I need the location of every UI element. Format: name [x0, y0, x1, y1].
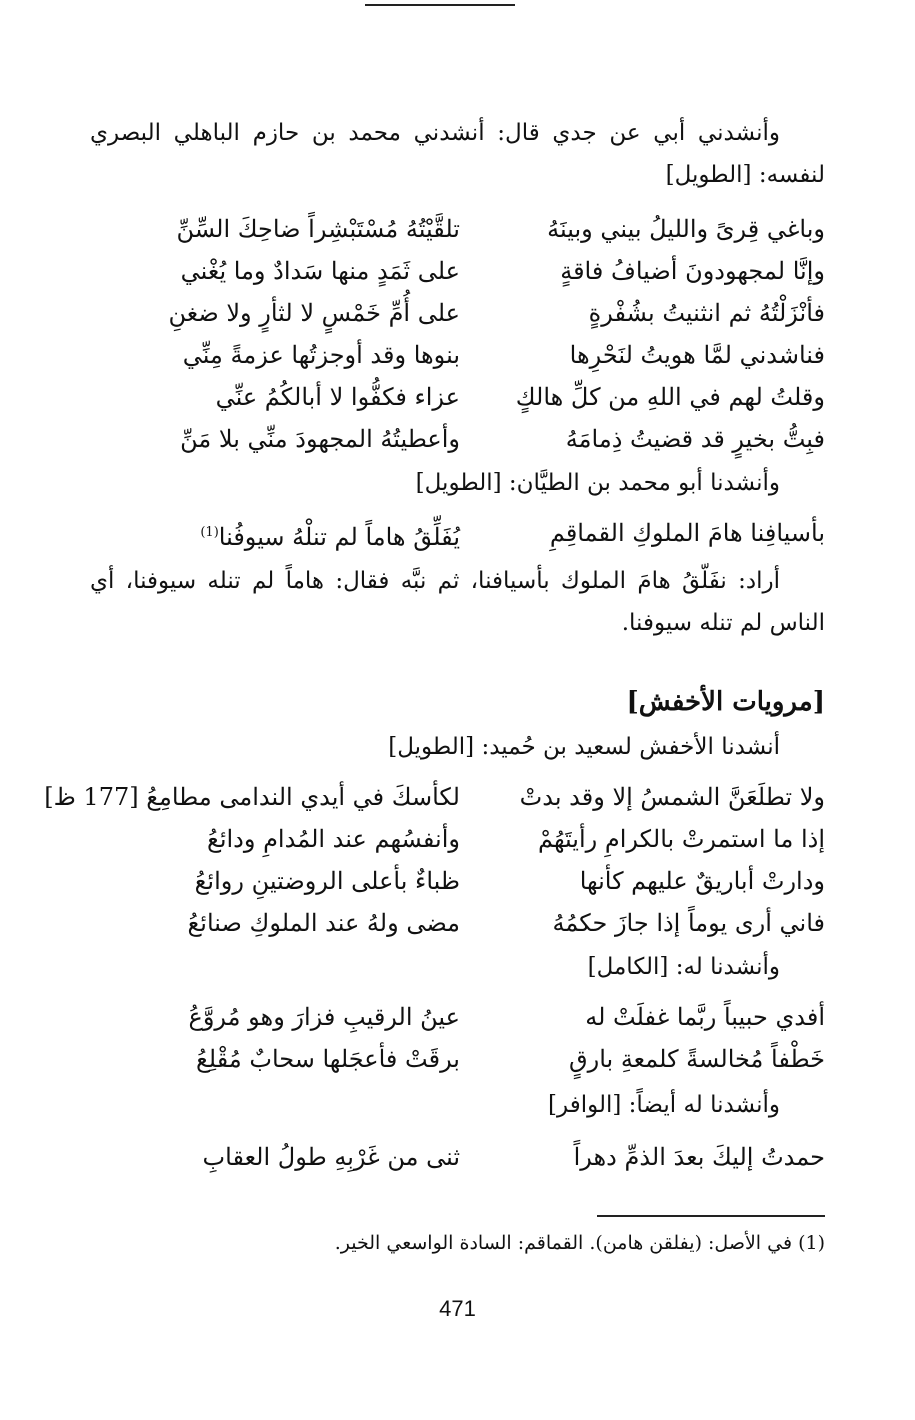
verse-second-hemistich: عينُ الرقيبِ فزارَ وهو مُروَّعُ	[188, 1003, 460, 1031]
verse-line	[44, 776, 825, 818]
verse-second-hemistich-text: يُفَلِّقُ هاماً لم تنلْهُ سيوفُنا	[218, 523, 460, 551]
verse-line	[90, 376, 825, 418]
verse-line	[90, 818, 825, 860]
verse-line	[90, 996, 825, 1038]
verse-line	[90, 512, 825, 554]
verse-first-hemistich: فناشدني لمَّا هويتُ لنَحْرِها	[569, 341, 825, 369]
verse-second-hemistich: ثنى من غَرْبِهِ طولُ العقابِ	[202, 1143, 460, 1171]
intro-paragraph: وأنشدني أبي عن جدي قال: أنشدني محمد بن حازم الباهلي البصري لنفسه: [الطويل]	[90, 120, 825, 188]
verse-first-hemistich: إذا ما استمرتْ بالكرامِ رأيتَهُمْ	[538, 825, 825, 853]
section-heading: [مرويات الأخفش]	[626, 687, 825, 717]
verse-first-hemistich: فبِتُّ بخيرٍ قد قضيتُ ذِمامَهُ	[565, 425, 825, 453]
verse-second-hemistich: ظباءٌ بأعلى الروضتينِ روائعُ	[194, 867, 460, 895]
verse-second-hemistich: على ثَمَدٍ منها سَدادٌ وما يُغْني	[180, 257, 460, 285]
verse-second-hemistich: عزاء فكفُّوا لا أبالكُمُ عنِّي	[215, 383, 460, 411]
page-number: 471	[439, 1296, 476, 1321]
verse-second-hemistich: بنوها وقد أوجزتُها عزمةً مِنِّي	[182, 341, 460, 369]
verse-line	[90, 860, 825, 902]
poem-intro: وأنشدنا أبو محمد بن الطيَّان: [الطويل]	[415, 470, 780, 496]
verse-first-hemistich: ولا تطلَعَنَّ الشمسُ إلا وقد بدتْ	[519, 783, 825, 811]
footnote-reference[interactable]: (1)	[200, 525, 219, 540]
verse-line	[90, 1136, 825, 1178]
verse-first-hemistich: فاني أرى يوماً إذا جازَ حكمُهُ	[552, 909, 825, 937]
footnote-rule	[597, 1215, 825, 1217]
verse-line	[90, 208, 825, 250]
verse-line	[90, 250, 825, 292]
top-rule	[365, 4, 515, 6]
verse-first-hemistich: ودارتْ أباريقٌ عليهم كأنها	[579, 867, 825, 895]
verse-second-hemistich: تلقَّيْتُهُ مُسْتَبْشِراً ضاحِكَ السِّنِّ	[176, 215, 460, 243]
verse-first-hemistich: حمدتُ إليكَ بعدَ الذمِّ دهراً	[573, 1143, 825, 1171]
verse-second-hemistich: مضى ولهُ عند الملوكِ صنائعُ	[187, 909, 460, 937]
verse-line	[90, 334, 825, 376]
verse-first-hemistich: أفدي حبيباً ربَّما غفلَتْ له	[585, 1003, 825, 1031]
verse-line	[90, 418, 825, 460]
verse-second-hemistich: وأعطيتُهُ المجهودَ منِّي بلا مَنِّ	[180, 425, 460, 453]
verse-second-hemistich: برقَتْ فأعجَلها سحابٌ مُقْلِعُ	[196, 1045, 460, 1073]
poem-intro: أنشدنا الأخفش لسعيد بن حُميد: [الطويل]	[388, 734, 780, 760]
poem-intro: وأنشدنا له أيضاً: [الوافر]	[548, 1092, 780, 1118]
verse-line	[90, 902, 825, 944]
verse-first-hemistich: وباغي قِرىً والليلُ بيني وبينَهُ	[547, 215, 825, 243]
footnote: (1) في الأصل: (يفلقن هامن). القماقم: السادة الواسعي الخير.	[334, 1232, 825, 1254]
poem-intro: وأنشدنا له: [الكامل]	[587, 954, 780, 980]
verse-second-hemistich: وأنفسُهم عند المُدامِ ودائعُ	[207, 825, 460, 853]
verse-first-hemistich: وقلتُ لهم في اللهِ من كلِّ هالكٍ	[515, 383, 825, 411]
verse-second-hemistich: لكأسكَ في أيدي الندامى مطامِعُ [177 ظ]	[44, 783, 460, 811]
explanation-paragraph: أراد: نفَلّقُ هامَ الملوك بأسيافنا، ثم نبَّه فقال: هاماً لم تنله سيوفنا، أي الناس لم تنله سيوفنا.	[90, 568, 825, 636]
verse-first-hemistich: بأسيافِنا هامَ الملوكِ القماقِمِ	[549, 519, 825, 547]
verse-first-hemistich: فأنْزَلْتُهُ ثم انثنيتُ بشُفْرةٍ	[588, 299, 825, 327]
verse-first-hemistich: وإنَّا لمجهودونَ أضيافُ فاقةٍ	[560, 257, 825, 285]
verse-second-hemistich	[90, 512, 460, 558]
verse-line	[90, 292, 825, 334]
verse-first-hemistich: خَطْفاً مُخالسةً كلمعةِ بارقٍ	[568, 1045, 825, 1073]
verse-line	[90, 1038, 825, 1080]
verse-second-hemistich: على أُمِّ خَمْسٍ لا لثأرٍ ولا ضغنِ	[168, 299, 460, 327]
